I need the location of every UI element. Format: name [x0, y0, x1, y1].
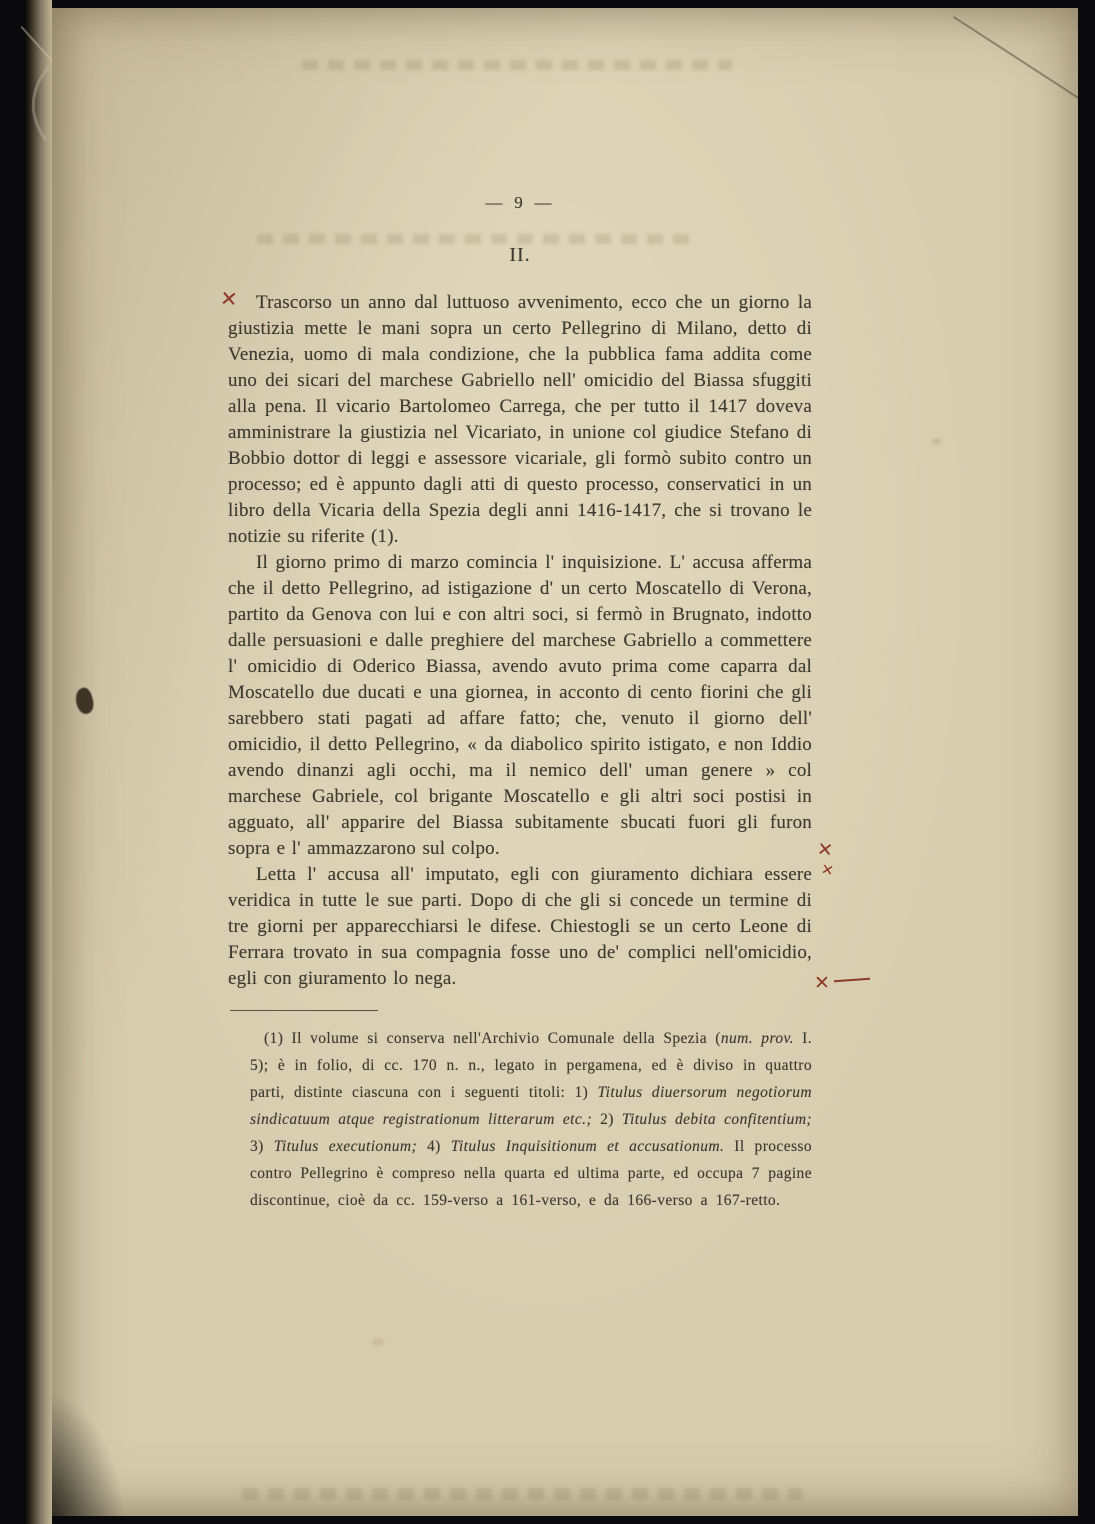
- footnote-italic: Titulus diuersorum negotiorum sindicatuum atque registrationum litterarum etc.;: [250, 1084, 813, 1128]
- footnote: [250, 1025, 812, 1214]
- paragraph-text: Trascorso un anno dal luttuoso avvenimento, ecco che un giorno la giustizia mette le mani sopra un certo Pellegrino di Milano, detto di Venezia, uomo di mala condizione, che la pubblica fama addita come uno dei sicari del marchese Gabriello nell' omicidio del Biassa sfuggiti alla pena. Il vicario Bartolomeo Carrega, che per tutto il 1417 doveva amministrare la giustizia nel Vicariato, in unione col giudice Stefano di Bobbio dottor di leggi e assessore vicariale, gli formò subito contro un processo; ed è appunto dagli atti di questo processo, conservatici in un libro della Vicaria della Spezia degli anni 1416-1417, che si trovano le notizie su riferite (1).: [228, 292, 812, 547]
- handwritten-x-mark: ✕: [815, 838, 835, 862]
- footnote-italic: Titulus debita confitentium;: [621, 1111, 812, 1128]
- footnote-text: Il processo contro Pellegrino è compreso nella quarta ed ultima parte, ed occupa 7 pagine discontinue, cioè da cc. 159-verso a 161-verso, e da 166-verso a 167-retto.: [250, 1138, 812, 1209]
- paragraph: [228, 859, 836, 994]
- section-heading: II.: [509, 244, 531, 266]
- book-page-edges: [24, 0, 52, 1524]
- paragraph-text: Letta l' accusa all' imputato, egli con giuramento dichiara essere veridica in tutte le sue parti. Dopo di che gli si concede un termine di tre giorni per apparecchiarsi le difese. Chiestogli se un certo Leone di Ferrara trovato in sua compagnia fosse uno de' complici nell'omicidio, egli con giuramento lo nega.: [228, 864, 812, 989]
- footnote-text: (1) Il volume si conserva nell'Archivio Comunale della Spezia (: [264, 1030, 721, 1047]
- show-through-smudge: [302, 60, 732, 70]
- footnote-text: I. 5); è in folio, di cc. 170 n. n., legato in pergamena, ed è diviso in quattro parti, distinte ciascuna con i seguenti titoli: 1): [250, 1030, 812, 1101]
- binding-shadow: [52, 1390, 126, 1516]
- scanned-book-page: [52, 8, 1078, 1516]
- show-through-smudge: [242, 1488, 802, 1500]
- footnote-text: 2): [592, 1111, 622, 1128]
- text-column: [219, 190, 836, 1214]
- handwritten-x-mark: ✕: [819, 859, 836, 881]
- foxing-spot: [372, 1338, 384, 1346]
- footnote-italic: num. prov.: [720, 1030, 794, 1047]
- ink-blotch: [72, 686, 96, 716]
- footnote-italic: Titulus Inquisitionum et accusationum.: [450, 1138, 725, 1155]
- footnote-italic: Titulus executionum;: [273, 1138, 418, 1155]
- annotation-dash: [834, 977, 870, 982]
- handwritten-x-mark: ✕: [219, 286, 239, 312]
- handwritten-x-mark: [814, 974, 870, 993]
- footnote-text: 4): [417, 1138, 451, 1155]
- paragraph: [219, 286, 812, 550]
- footnote-separator: [230, 1010, 378, 1011]
- x-glyph: ✕: [814, 972, 831, 994]
- page-number: — 9 —: [485, 193, 555, 212]
- foxing-spot: [932, 438, 941, 445]
- paragraph: [228, 550, 835, 862]
- footnote-text: 3): [250, 1138, 274, 1155]
- paragraph-text: Il giorno primo di marzo comincia l' inquisizione. L' accusa afferma che il detto Pellegrino, ad istigazione d' un certo Moscatello di Verona, partito da Genova con lui e con altri soci, si fermò in Brugnato, indotto dalle persuasioni e dalle preghiere del marchese Gabriello a commettere l' omicidio di Oderico Biassa, avendo avuto prima come caparra dal Moscatello due ducati e una giornea, in acconto di cento fiorini che gli sarebbero stati pagati ad affare fatto; che, venuto il giorno dell' omicidio, il detto Pellegrino, « da diabolico spirito istigato, e non Iddio avendo dinanzi agli occhi, ma il nemico dell' uman genere » col marchese Gabriele, col brigante Moscatello e gli altri soci postisi in agguato, all' apparire del Biassa subitamente sbucati fuori gli furon sopra e l' ammazzarono sul colpo.: [228, 552, 812, 859]
